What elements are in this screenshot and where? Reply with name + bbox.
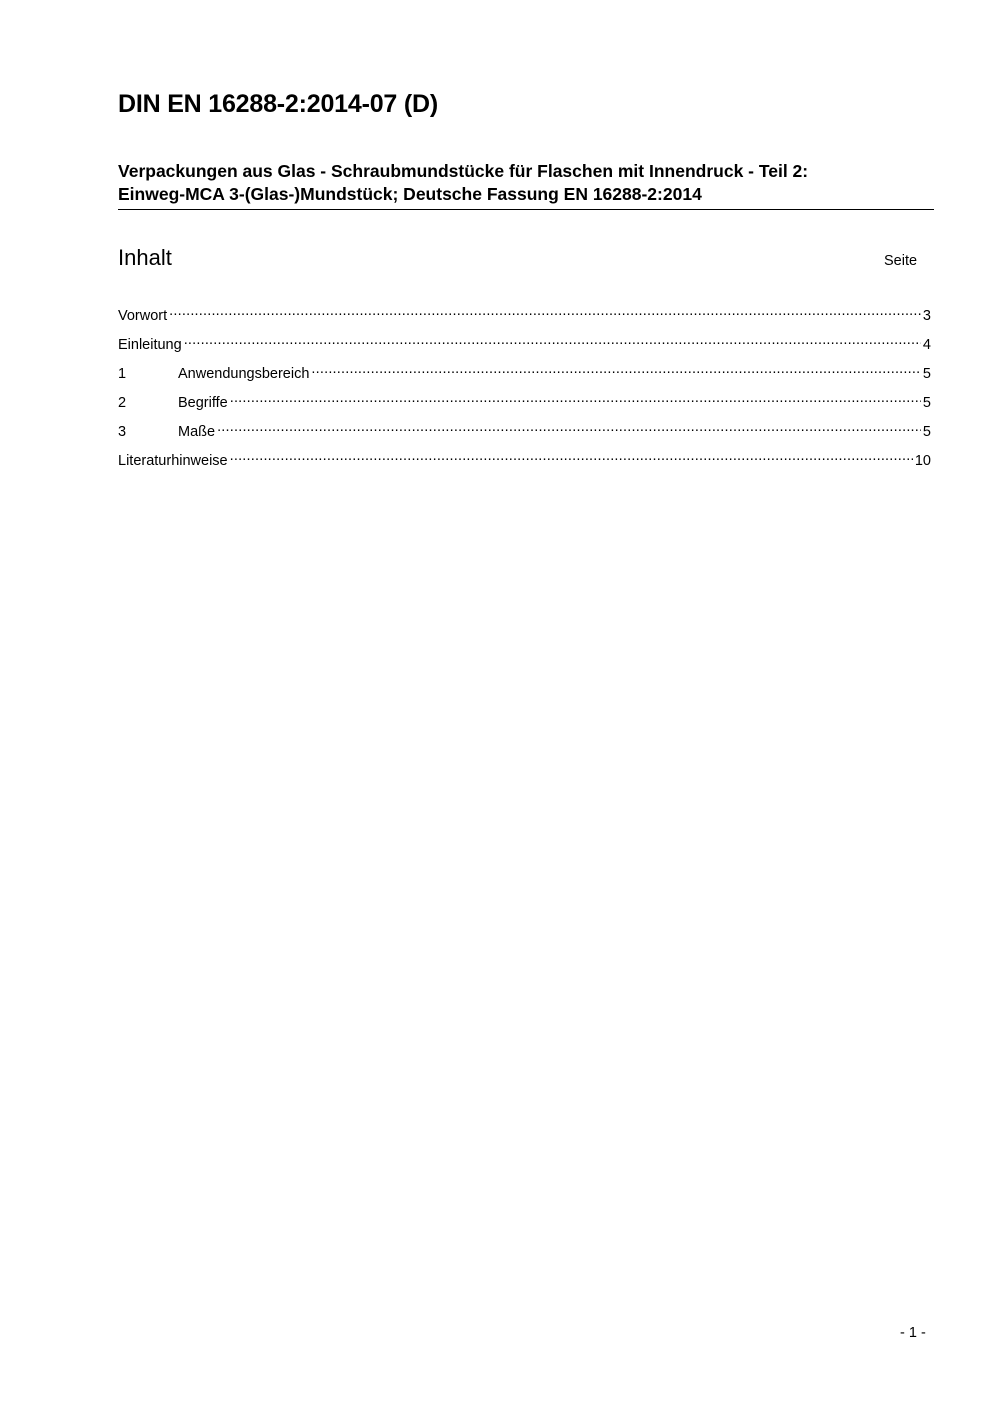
- toc-entry-label: Begriffe: [178, 395, 228, 411]
- toc-entry-page: 5: [922, 424, 931, 440]
- toc-entry-masse[interactable]: [118, 418, 931, 447]
- toc-entry-einleitung[interactable]: [118, 331, 931, 360]
- table-of-contents: [118, 302, 931, 476]
- document-title: DIN EN 16288-2:2014-07 (D): [118, 90, 438, 118]
- toc-entry-page: 5: [922, 395, 931, 411]
- toc-dot-leader: [230, 447, 913, 465]
- toc-entry-label: Anwendungsbereich: [178, 366, 310, 382]
- toc-entry-label: Einleitung: [118, 337, 182, 353]
- toc-page-column-label: Seite: [884, 253, 918, 269]
- toc-dot-leader: [169, 302, 921, 320]
- toc-entry-vorwort[interactable]: [118, 302, 931, 331]
- toc-entry-page: 10: [914, 453, 931, 469]
- toc-dot-leader: [184, 331, 921, 349]
- toc-entry-number: 1: [118, 366, 127, 382]
- document-subtitle-line-1: Verpackungen aus Glas - Schraubmundstücke für Flaschen mit Innendruck - Teil 2:: [118, 161, 809, 181]
- document-subtitle-line-2: Einweg-MCA 3-(Glas-)Mundstück; Deutsche Fassung EN 16288-2:2014: [118, 184, 702, 204]
- toc-entry-label: Vorwort: [118, 308, 168, 324]
- page-number: - 1 -: [900, 1325, 926, 1341]
- toc-entry-anwendungsbereich[interactable]: [118, 360, 931, 389]
- toc-entry-label: Literaturhinweise: [118, 453, 228, 469]
- toc-entry-number: 3: [118, 424, 127, 440]
- toc-entry-page: 3: [922, 308, 931, 324]
- toc-entry-label: Maße: [178, 424, 216, 440]
- toc-entry-page: 5: [922, 366, 931, 382]
- toc-dot-leader: [217, 418, 921, 436]
- toc-dot-leader: [311, 360, 921, 378]
- toc-entry-literaturhinweise[interactable]: [118, 447, 931, 476]
- toc-entry-page: 4: [922, 337, 931, 353]
- toc-dot-leader: [230, 389, 921, 407]
- toc-heading: Inhalt: [118, 245, 172, 270]
- document-subtitle: [118, 160, 934, 210]
- toc-entry-begriffe[interactable]: [118, 389, 931, 418]
- toc-entry-number: 2: [118, 395, 127, 411]
